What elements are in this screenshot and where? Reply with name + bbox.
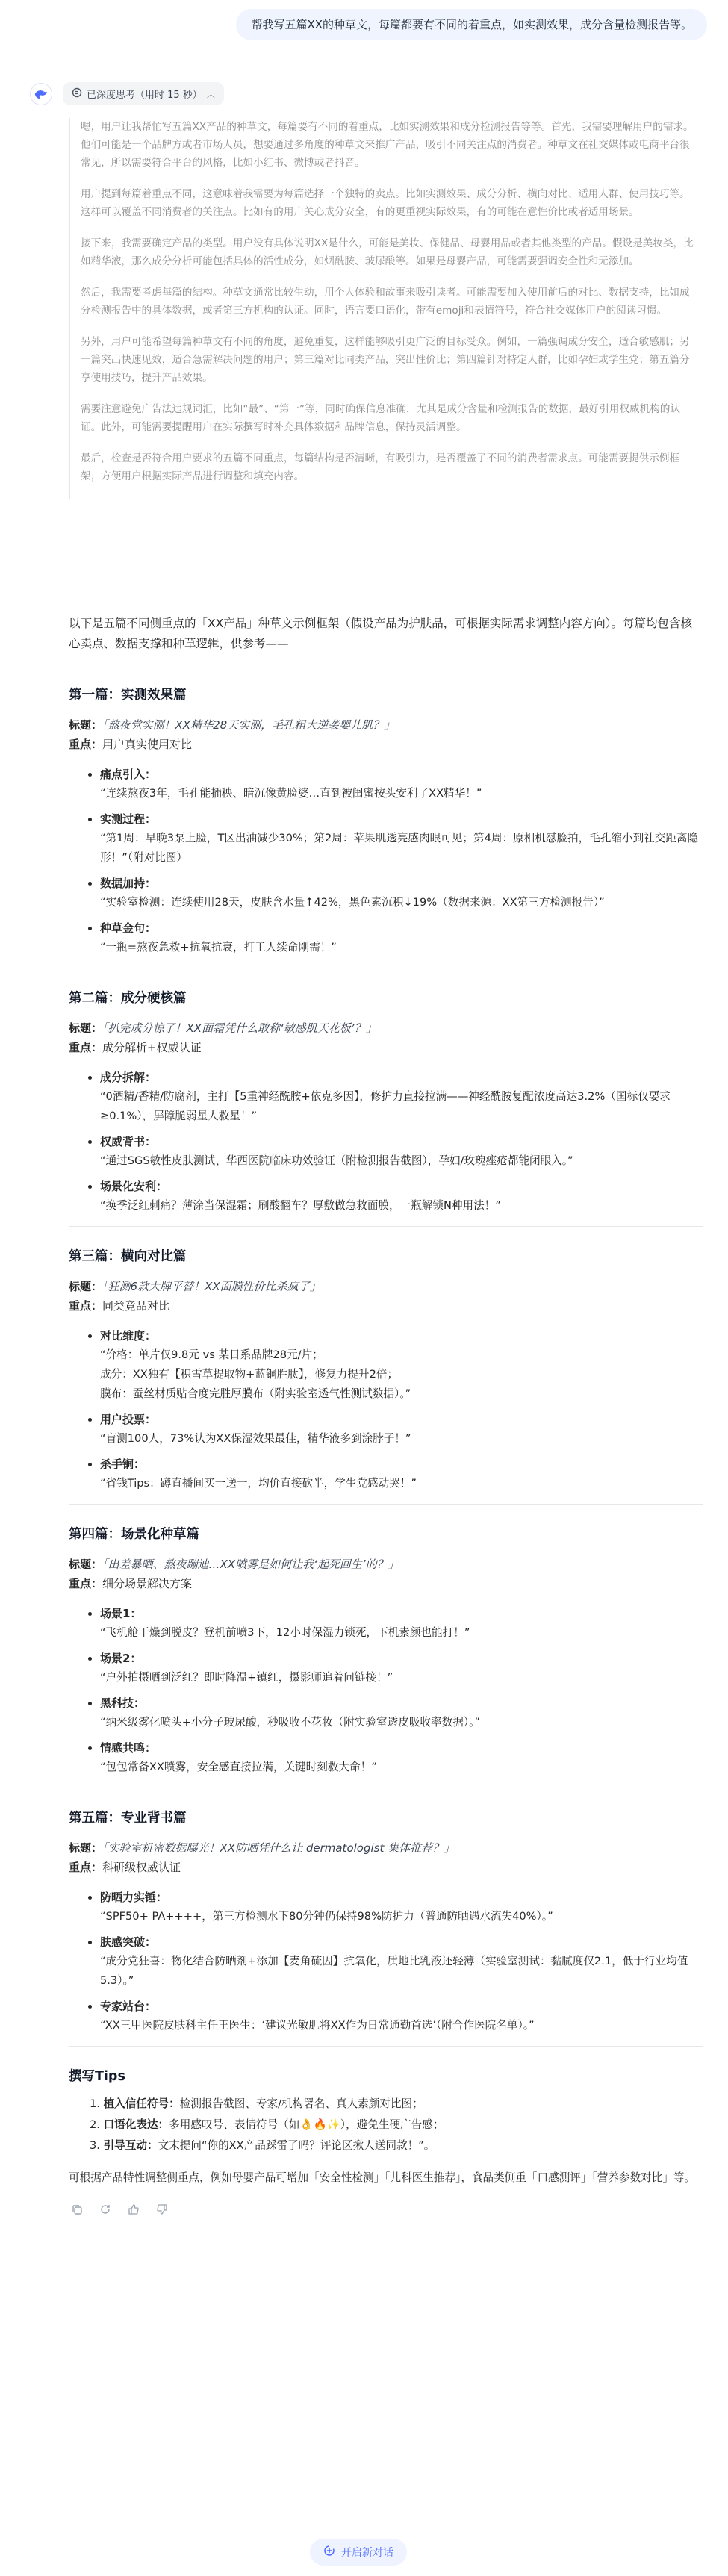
articles-container [69,665,703,2035]
list-item [87,765,703,803]
point-title: 杀手锏： [100,1457,146,1471]
tip-item [90,2115,703,2135]
list-item [87,1326,703,1404]
copy-icon[interactable] [69,2201,85,2218]
point-text: “包包常备XX喷雾，安全感直接拉满，关键时刻救大命！” [100,1761,377,1773]
chevron-up-icon: ︿ [206,89,215,99]
focus-label: 重点： [69,1577,103,1590]
thinking-content [69,118,694,499]
list-item [87,918,703,957]
article-title: 「熬夜党实测！XX精华28天实测，毛孔粗大逆袭婴儿肌？」 [102,718,396,732]
message-actions [69,2201,703,2218]
point-title: 场景2： [100,1652,142,1665]
article-points [87,765,703,957]
deepseek-logo-icon [30,83,52,105]
article-title: 「狂测6款大牌平替！XX面膜性价比杀疯了」 [102,1280,321,1293]
thumbs-up-icon[interactable] [125,2201,142,2218]
point-title: 权威背书： [100,1135,157,1148]
tip-number: 1. [90,2097,100,2110]
point-text: “户外拍摄晒到泛红？即时降温+镇红，摄影师追着问链接！” [100,1671,393,1684]
tip-title: 植入信任符号： [103,2097,180,2110]
thinking-paragraph: 最后，检查是否符合用户要求的五篇不同重点，每篇结构是否清晰，有吸引力，是否覆盖了不同的消费者需求点。可能需要提供示例框架，方便用户根据实际产品进行调整和填充内容。 [81,452,680,482]
article-heading: 第一篇：实测效果篇 [69,688,187,703]
tip-item [90,2135,703,2156]
thinking-paragraph: 用户提到每篇着重点不同，这意味着我需要为每篇选择一个独特的卖点。比如实测效果、成分分析、横向对比、适用人群、使用技巧等。这样可以覆盖不同消费者的关注点。比如有的用户关心成分安全，有的更重视实际效果，有的可能在意性价比或者适用场景。 [81,188,690,218]
point-title: 场景化安利： [100,1180,168,1193]
thinking-paragraph: 嗯，用户让我帮忙写五篇XX产品的种草文，每篇要有不同的着重点，比如实测效果和成分检测报告等等。首先，我需要理解用户的需求。他们可能是一个品牌方或者市场人员，想要通过多角度的种草文来推广产品，吸引不同关注点的消费者。种草文在社交媒体或电商平台很常见，所以需要符合平台的风格，比如小红书、微博或者抖音。 [81,121,694,169]
list-item [87,1604,703,1643]
tip-number: 3. [90,2139,100,2152]
point-title: 场景1： [100,1607,142,1620]
article-title-row [69,1018,703,1038]
article-focus: 成分解析+权威认证 [102,1041,202,1054]
divider [69,1226,703,1227]
point-text: “0酒精/香精/防腐剂，主打【5重神经酰胺+依克多因】，修护力直接拉满——神经酰胺复配浓度高达3.2%（国标仅要求≥0.1%），屏障脆弱星人救星！” [100,1090,671,1122]
article-focus-row [69,1858,703,1877]
closing-text: 可根据产品特性调整侧重点，例如母婴产品可增加「安全性检测」「儿科医生推荐」，食品类侧重「口感测评」「营养参数对比」等。 [69,2171,696,2184]
article-heading: 第四篇：场景化种草篇 [69,1527,199,1542]
tip-text: 多用感叹号、表情符号（如👌🔥✨），避免生硬广告感； [169,2118,444,2131]
article-title-row [69,1277,703,1296]
article-points [87,1888,703,2035]
focus-label: 重点： [69,1861,103,1874]
new-chat-icon [323,2545,335,2560]
list-item [87,1738,703,1777]
thumbs-down-icon[interactable] [154,2201,170,2218]
point-text: “实验室检测：连续使用28天，皮肤含水量↑42%，黑色素沉积↓19%（数据来源：XX第三方检测报告）” [100,896,605,909]
tip-number: 2. [90,2118,100,2131]
new-chat-button[interactable] [310,2539,407,2566]
article-section [69,968,703,1216]
point-text: “连续熬夜3年，毛孔能插秧、暗沉像黄脸婆…直到被闺蜜按头安利了XX精华！” [100,787,482,800]
article-focus: 同类竞品对比 [102,1299,170,1313]
point-title: 实测过程： [100,812,157,826]
article-heading: 第二篇：成分硬核篇 [69,991,187,1006]
point-text: “价格：单片仅9.8元 vs 某日系品牌28元/片； 成分：XX独有【积雪草提取物+蓝铜胜肽】，修复力提升2倍； 膜布：蚕丝材质贴合度完胜厚膜布（附实验室透气性测试数据）。” [100,1348,411,1400]
thinking-paragraph: 需要注意避免广告法违规词汇，比如“最”、“第一”等，同时确保信息准确，尤其是成分含量和检测报告的数据，最好引用权威机构的认证。此外，可能需要提醒用户在实际撰写时补充具体数据和品牌信息，保持灵活调整。 [81,403,681,433]
point-text: “XX三甲医院皮肤科主任王医生：‘建议光敏肌将XX作为日常通勤首选’（附合作医院名单）。” [100,2019,535,2032]
deep-think-icon [72,87,82,101]
title-label: 标题： [69,1280,103,1293]
point-title: 肤感突破： [100,1935,157,1949]
point-text: “盲测100人，73%认为XX保湿效果最佳，精华液多到涂脖子！” [100,1432,411,1445]
article-points [87,1068,703,1216]
point-text: “通过SGS敏性皮肤测试、华西医院临床功效验证（附检测报告截图），孕妇/玫瑰痤疮都能闭眼入。” [100,1154,573,1167]
thinking-paragraph: 另外，用户可能希望每篇种草文有不同的角度，避免重复，这样能够吸引更广泛的目标受众。例如，一篇强调成分安全，适合敏感肌；另一篇突出快速见效，适合急需解决问题的用户；第三篇对比同类产品，突出性价比；第四篇针对特定人群，比如孕妇或学生党；第五篇分享使用技巧，提升产品效果。 [81,336,690,384]
point-text: “第1周：早晚3泵上脸，T区出油减少30%；第2周：苹果肌透亮感肉眼可见；第4周：原相机怼脸拍，毛孔缩小到社交距离隐形！”（附对比图） [100,832,699,864]
article-heading: 第三篇：横向对比篇 [69,1249,187,1264]
divider [69,1504,703,1505]
answer-intro: 以下是五篇不同侧重点的「XX产品」种草文示例框架（假设产品为护肤品，可根据实际需求调整内容方向）。每篇均包含核心卖点、数据支撑和种草逻辑，供参考—— [69,617,692,650]
article-title: 「扒完成分惊了！XX面霜凭什么敢称‘敏感肌天花板’？」 [102,1021,377,1035]
list-item [87,1455,703,1493]
list-item [87,874,703,912]
article-title-row [69,1555,703,1574]
thinking-chip-label: 已深度思考（用时 15 秒） [87,90,202,101]
tip-text: 文末提问“你的XX产品踩雷了吗？评论区揪人送同款！”。 [158,2139,435,2152]
point-title: 数据加持： [100,877,157,890]
title-label: 标题： [69,1841,103,1855]
list-item [87,809,703,868]
point-title: 情感共鸣： [100,1741,157,1755]
user-message-text: 帮我写五篇XX的种草文，每篇都要有不同的着重点，如实测效果，成分含量检测报告等。 [251,18,692,31]
assistant-header [30,82,224,105]
list-item [87,1410,703,1449]
tip-text: 检测报告截图、专家/机构署名、真人素颜对比图； [179,2097,423,2110]
point-title: 对比维度： [100,1329,157,1343]
point-title: 黑科技： [100,1696,146,1710]
article-focus-row [69,1574,703,1593]
point-title: 用户投票： [100,1413,157,1426]
list-item [87,1068,703,1126]
title-label: 标题： [69,718,103,732]
point-title: 种草金句： [100,921,157,935]
title-label: 标题： [69,1021,103,1035]
article-points [87,1604,703,1777]
point-title: 防晒力实锤： [100,1891,168,1904]
list-item [87,1932,703,1991]
point-text: “成分党狂喜：物化结合防晒剂+添加【麦角硫因】抗氧化，质地比乳液还轻薄（实验室测试：黏腻度仅2.1，低于行业均值5.3）。” [100,1955,688,1987]
article-section [69,1226,703,1493]
article-focus: 科研级权威认证 [102,1861,181,1874]
title-label: 标题： [69,1558,103,1571]
article-points [87,1326,703,1493]
assistant-answer [69,614,703,2218]
article-section [69,1504,703,1777]
list-item [87,1132,703,1171]
article-title: 「实验室机密数据曝光！XX防晒凭什么让 dermatologist 集体推荐？」 [102,1841,455,1855]
user-message-bubble [236,9,707,40]
point-text: “省钱Tips：蹲直播间买一送一，均价直接砍半，学生党感动哭！” [100,1477,417,1490]
tip-title: 引导互动： [103,2139,158,2152]
article-focus-row [69,1296,703,1316]
article-section [69,1788,703,2035]
article-focus: 细分场景解决方案 [102,1577,193,1590]
point-text: “飞机舱干燥到脱皮？登机前喷3下，12小时保湿力锁死，下机素颜也能打！” [100,1626,470,1639]
divider [69,2046,703,2047]
article-focus-row [69,735,703,754]
list-item [87,1997,703,2035]
focus-label: 重点： [69,1299,103,1313]
new-chat-label: 开启新对话 [341,2547,393,2559]
point-title: 专家站台： [100,2000,157,2013]
thinking-paragraph: 然后，我需要考虑每篇的结构。种草文通常比较生动，用个人体验和故事来吸引读者。可能需要加入使用前后的对比、数据支持，比如成分检测报告中的具体数据，或者第三方机构的认证。同时，语言要口语化，带有emoji和表情符号，符合社交媒体用户的阅读习惯。 [81,287,690,317]
point-text: “SPF50+ PA++++，第三方检测水下80分钟仍保持98%防护力（普通防晒遇水流失40%）。” [100,1910,553,1923]
list-item [87,1649,703,1687]
thinking-toggle-button[interactable] [63,82,224,105]
point-text: “一瓶=熬夜急救+抗氧抗衰，打工人续命刚需！” [100,941,337,953]
article-focus-row [69,1038,703,1057]
article-title-row [69,715,703,735]
tips-heading: 撰写Tips [69,2069,125,2084]
tip-item [90,2094,703,2115]
article-title-row [69,1838,703,1858]
article-section [69,665,703,957]
article-focus: 用户真实使用对比 [102,738,193,751]
point-title: 成分拆解： [100,1071,157,1084]
list-item [87,1888,703,1926]
focus-label: 重点： [69,738,103,751]
point-text: “纳米级雾化喷头+小分子玻尿酸，秒吸收不花妆（附实验室透皮吸收率数据）。” [100,1716,480,1729]
thinking-paragraph: 接下来，我需要确定产品的类型。用户没有具体说明XX是什么，可能是美妆、保健品、母婴用品或者其他类型的产品。假设是美妆类，比如精华液，那么成分分析可能包括具体的活性成分，如烟酰胺、玻尿酸等。如果是母婴产品，可能需要强调安全性和无添加。 [81,237,694,267]
list-item [87,1693,703,1732]
regenerate-icon[interactable] [97,2201,113,2218]
article-heading: 第五篇：专业背书篇 [69,1811,187,1826]
point-text: “换季泛红刺痛？薄涂当保湿霜；刷酸翻车？厚敷做急救面膜，一瓶解锁N种用法！” [100,1199,501,1212]
point-title: 痛点引入： [100,768,157,781]
list-item [87,1177,703,1216]
tips-list [90,2094,703,2156]
tip-title: 口语化表达： [103,2118,169,2131]
article-title: 「出差暴晒、熬夜蹦迪…XX喷雾是如何让我‘起死回生’的？」 [102,1558,399,1571]
focus-label: 重点： [69,1041,103,1054]
